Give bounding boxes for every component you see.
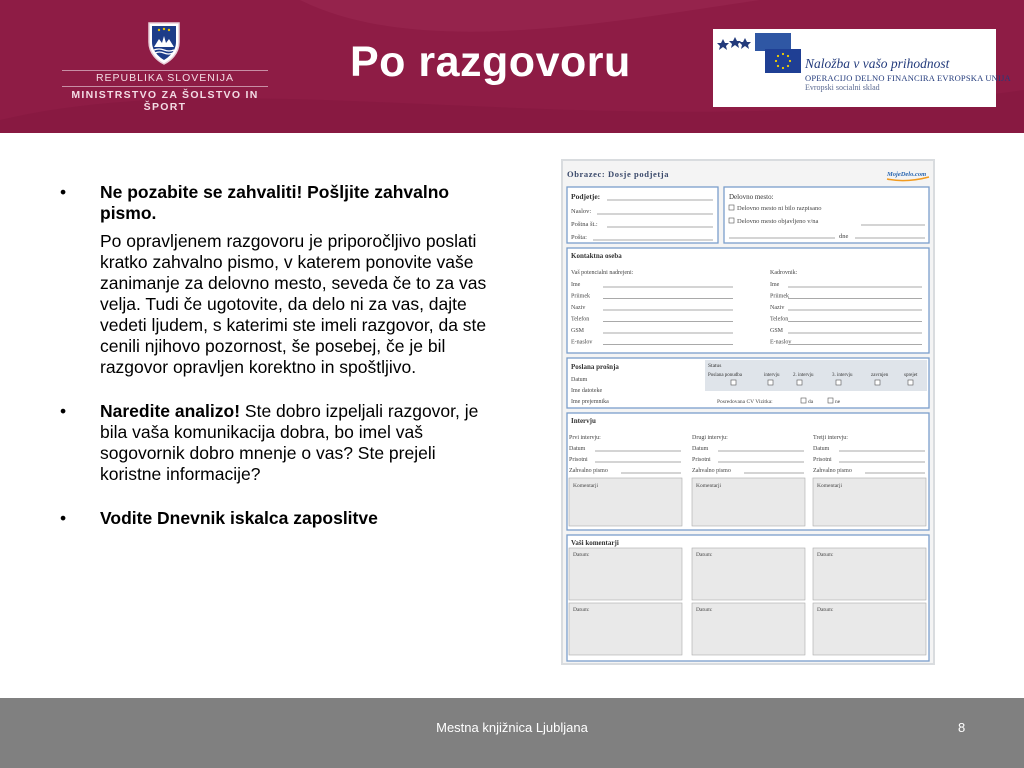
- status-option-label: 3. intervju: [832, 373, 853, 378]
- application-field: Datum: [571, 377, 588, 383]
- divider: [62, 70, 268, 71]
- status-option-label: zavrnjen: [871, 373, 889, 378]
- position-option: Delovno mesto ni bilo razpisano: [737, 205, 822, 212]
- interview-field-label: Prisotni: [692, 457, 711, 463]
- bullet-icon: •: [60, 508, 67, 528]
- contact-field-label: Ime: [571, 282, 581, 288]
- status-checkbox: [875, 380, 880, 385]
- contact-right-heading: Kadrovnik:: [770, 270, 798, 276]
- form-drawing: [561, 159, 935, 665]
- contact-field-label: GSM: [571, 328, 585, 334]
- bullet-list: [60, 182, 492, 529]
- company-field-label: Poštna št.:: [571, 221, 598, 228]
- footer-text: Mestna knjižnica Ljubljana: [436, 720, 588, 735]
- company-heading: Podjetje:: [571, 192, 601, 201]
- interview-field-label: Datum: [692, 446, 709, 452]
- bullet-text: Ste dobro izpeljali razgovor, je bila vaša komunikacija dobra, bo imel vaš sogovornik dobro mnenje o vas? Ste prejeli koristne informacije?: [100, 401, 479, 484]
- interview-column-heading: Drugi intervju:: [692, 435, 728, 441]
- interview-column-heading: Prvi intervju:: [569, 435, 601, 441]
- position-option: Delovno mesto objavljeno v/na: [737, 218, 819, 225]
- status-checkbox: [731, 380, 736, 385]
- bullet-paragraph: Po opravljenem razgovoru je priporočljivo poslati kratko zahvalno pismo, v katerem ponovite vaše zanimanje za delovno mesto, seveda če to za vas velja. Tudi če ugotovite, da delo ni za vas, dajte vedeti ljudem, s katerimi ste imeli razgovor, da ste cenili njihovo pozornost, še posebej, če je bil razgovor opravljen korektno in spoštljivo.: [100, 231, 487, 377]
- ministry-name-line1: REPUBLIKA SLOVENIJA: [95, 72, 235, 84]
- interview-heading: Intervju: [571, 417, 596, 425]
- status-option-label: sprejet: [904, 373, 918, 378]
- comments-label: Komentarji: [817, 483, 843, 489]
- interview-field-label: Datum: [813, 446, 830, 452]
- eu-fund-name: Evropski socialni sklad: [805, 83, 880, 92]
- status-label: Status: [708, 363, 722, 369]
- status-checkbox: [797, 380, 802, 385]
- position-date-label: dne: [839, 233, 849, 240]
- application-field: Ime prejemnika: [571, 399, 609, 405]
- bullet-heading: Ne pozabite se zahvaliti! Pošljite zahvalno pismo.: [100, 182, 450, 223]
- application-field: Ime datoteke: [571, 388, 603, 394]
- company-dossier-form-image: [561, 159, 935, 665]
- bullet-heading: Vodite Dnevnik iskalca zaposlitve: [100, 508, 378, 528]
- cv-yes: da: [808, 399, 814, 405]
- interview-column-heading: Tretji intervju:: [813, 435, 848, 441]
- status-option-label: 2. intervju: [793, 373, 814, 378]
- interview-field-label: Zahvalno pismo: [692, 468, 731, 474]
- contact-field-label: Ime: [770, 282, 780, 288]
- comment-date-label: Datum:: [817, 607, 834, 613]
- interview-field-label: Prisotni: [813, 457, 832, 463]
- contact-field-label: Priimek: [770, 293, 789, 300]
- comment-date-label: Datum:: [573, 607, 590, 613]
- slide-title: Po razgovoru: [350, 38, 631, 86]
- bullet-heading: Naredite analizo!: [100, 401, 241, 421]
- interview-field-label: Zahvalno pismo: [569, 468, 608, 474]
- ministry-name-line2: MINISTRSTVO ZA ŠOLSTVO IN ŠPORT: [71, 89, 259, 113]
- contact-field-label: Telefon: [770, 316, 789, 323]
- form-title: Obrazec: Dosje podjetja: [567, 169, 670, 179]
- divider: [62, 86, 268, 87]
- contact-field-label: E-naslov: [770, 339, 792, 346]
- position-heading: Delovno mesto:: [729, 193, 774, 201]
- status-option-label: intervju: [764, 373, 780, 378]
- interview-field-label: Prisotni: [569, 457, 588, 463]
- your-comments-heading: Vaši komentarji: [571, 539, 619, 547]
- footer-bar: [0, 698, 1024, 768]
- bullet-icon: •: [60, 401, 67, 421]
- bullet-item: [60, 182, 492, 378]
- page-number: 8: [958, 720, 966, 735]
- interview-field-label: Datum: [569, 446, 586, 452]
- eu-funding-logo: [713, 29, 1011, 107]
- eu-subline: OPERACIJO DELNO FINANCIRA EVROPSKA UNIJA: [805, 73, 1011, 83]
- comment-date-label: Datum:: [573, 552, 590, 558]
- mojedelo-logo: MojeDelo.com: [887, 171, 927, 178]
- application-heading: Poslana prošnja: [571, 363, 619, 371]
- comment-date-label: Datum:: [696, 607, 713, 613]
- cv-label: Posredovana CV Vizitka:: [717, 399, 773, 405]
- comments-label: Komentarji: [696, 483, 722, 489]
- status-checkbox: [836, 380, 841, 385]
- coat-of-arms-icon: [146, 20, 182, 66]
- status-checkbox: [768, 380, 773, 385]
- cv-no: ne: [835, 399, 841, 405]
- status-option-label: Poslana ponudba: [708, 373, 743, 378]
- company-field-label: Pošta:: [571, 234, 587, 241]
- bullet-item: [60, 401, 492, 485]
- interview-field-label: Zahvalno pismo: [813, 468, 852, 474]
- header-bar: [0, 0, 1024, 133]
- comment-date-label: Datum:: [817, 552, 834, 558]
- contact-field-label: Naziv: [571, 305, 586, 311]
- eu-headline: Naložba v vašo prihodnost: [805, 56, 950, 71]
- company-field-label: Naslov:: [571, 208, 592, 215]
- contact-field-label: Priimek: [571, 293, 590, 300]
- bullet-item: [60, 508, 492, 529]
- comment-date-label: Datum:: [696, 552, 713, 558]
- contact-field-label: Telefon: [571, 316, 590, 323]
- status-checkbox: [908, 380, 913, 385]
- contact-field-label: GSM: [770, 328, 784, 334]
- contact-left-heading: Vaš potencialni nadrejeni:: [571, 270, 634, 276]
- contact-field-label: E-naslov: [571, 339, 593, 346]
- contact-field-label: Naziv: [770, 305, 785, 311]
- bullet-icon: •: [60, 182, 67, 202]
- contact-heading: Kontaktna oseba: [571, 252, 622, 260]
- eu-flag-icon: [713, 29, 803, 107]
- comments-label: Komentarji: [573, 483, 599, 489]
